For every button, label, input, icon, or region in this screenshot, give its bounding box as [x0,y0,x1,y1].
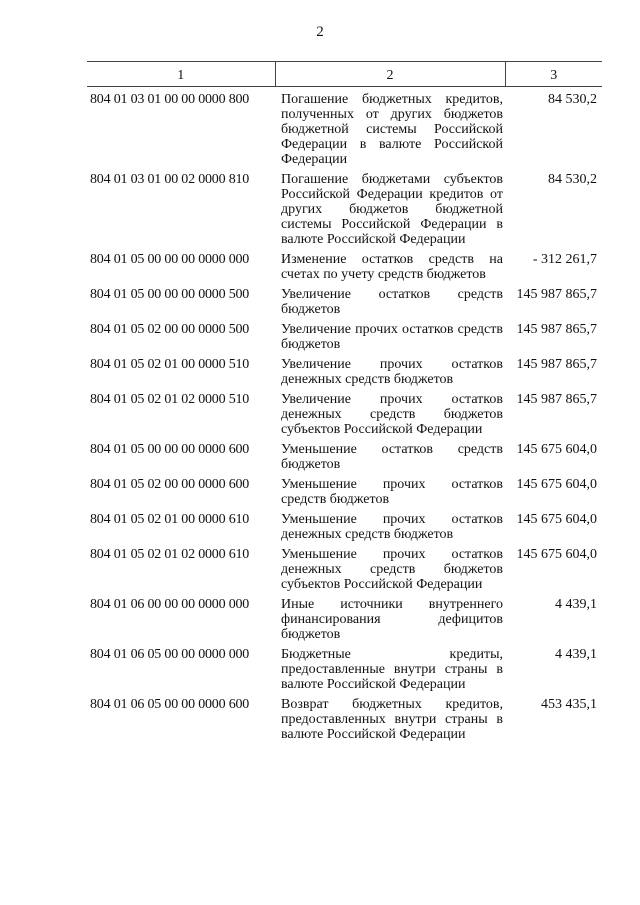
column-header-1: 1 [87,62,275,87]
column-header-2: 2 [275,62,505,87]
table-row [87,592,602,642]
amount: 84 530,2 [548,92,597,107]
table-row [87,247,602,282]
amount: - 312 261,7 [532,252,597,267]
table-row [87,472,602,507]
amount: 4 439,1 [555,597,597,612]
item-name: Уменьшение прочих остатков средств бюджетов [281,477,503,507]
table-row [87,437,602,472]
budget-code: 804 01 05 02 00 00 0000 500 [90,322,250,337]
budget-code: 804 01 06 05 00 00 0000 600 [90,697,250,712]
table-row [87,642,602,692]
amount: 145 675 604,0 [516,442,597,457]
amount: 145 987 865,7 [516,322,597,337]
budget-code: 804 01 05 00 00 00 0000 500 [90,287,250,302]
budget-code: 804 01 06 00 00 00 0000 000 [90,597,250,612]
amount: 145 987 865,7 [516,357,597,372]
amount: 145 675 604,0 [516,512,597,527]
page-number: 2 [316,24,324,40]
table-row [87,167,602,247]
item-name: Увеличение прочих остатков денежных средств бюджетов [281,357,503,387]
table-row [87,387,602,437]
budget-code: 804 01 05 02 01 02 0000 610 [90,547,250,562]
table-row [87,692,602,742]
item-name: Уменьшение остатков средств бюджетов [281,442,503,472]
budget-code: 804 01 05 02 01 00 0000 510 [90,357,250,372]
budget-code: 804 01 05 02 01 00 0000 610 [90,512,250,527]
budget-code: 804 01 05 00 00 00 0000 600 [90,442,250,457]
table-row [87,507,602,542]
amount: 145 987 865,7 [516,287,597,302]
table-row [87,542,602,592]
item-name: Погашение бюджетных кредитов, полученных от других бюджетов бюджетной системы Российской Федерации в валюте Российской Федерации [281,92,503,167]
table-row [87,352,602,387]
amount: 4 439,1 [555,647,597,662]
item-name: Уменьшение прочих остатков денежных средств бюджетов [281,512,503,542]
column-header-3: 3 [505,62,602,87]
item-name: Возврат бюджетных кредитов, предоставленных внутри страны в валюте Российской Федерации [281,697,503,742]
table-row [87,317,602,352]
budget-code: 804 01 06 05 00 00 0000 000 [90,647,250,662]
item-name: Иные источники внутреннего финансирования дефицитов бюджетов [281,597,503,642]
table-body [87,87,602,743]
table-header-row [87,62,602,87]
budget-code: 804 01 05 00 00 00 0000 000 [90,252,250,267]
item-name: Изменение остатков средств на счетах по учету средств бюджетов [281,252,503,282]
table-header [87,62,602,87]
item-name: Бюджетные кредиты, предоставленные внутри страны в валюте Российской Федерации [281,647,503,692]
amount: 145 675 604,0 [516,477,597,492]
amount: 453 435,1 [541,697,597,712]
table-row [87,282,602,317]
table-row [87,87,602,168]
amount: 145 675 604,0 [516,547,597,562]
budget-code: 804 01 05 02 01 02 0000 510 [90,392,250,407]
budget-code: 804 01 05 02 00 00 0000 600 [90,477,250,492]
amount: 84 530,2 [548,172,597,187]
item-name: Увеличение прочих остатков средств бюджетов [281,322,503,352]
budget-sources-table [87,61,602,742]
item-name: Увеличение остатков средств бюджетов [281,287,503,317]
budget-code: 804 01 03 01 00 02 0000 810 [90,172,250,187]
item-name: Увеличение прочих остатков денежных средств бюджетов субъектов Российской Федерации [281,392,503,437]
item-name: Погашение бюджетами субъектов Российской Федерации кредитов от других бюджетов бюджетной системы Российской Федерации в валюте Российской Федерации [281,172,503,247]
amount: 145 987 865,7 [516,392,597,407]
budget-code: 804 01 03 01 00 00 0000 800 [90,92,250,107]
item-name: Уменьшение прочих остатков денежных средств бюджетов субъектов Российской Федерации [281,547,503,592]
